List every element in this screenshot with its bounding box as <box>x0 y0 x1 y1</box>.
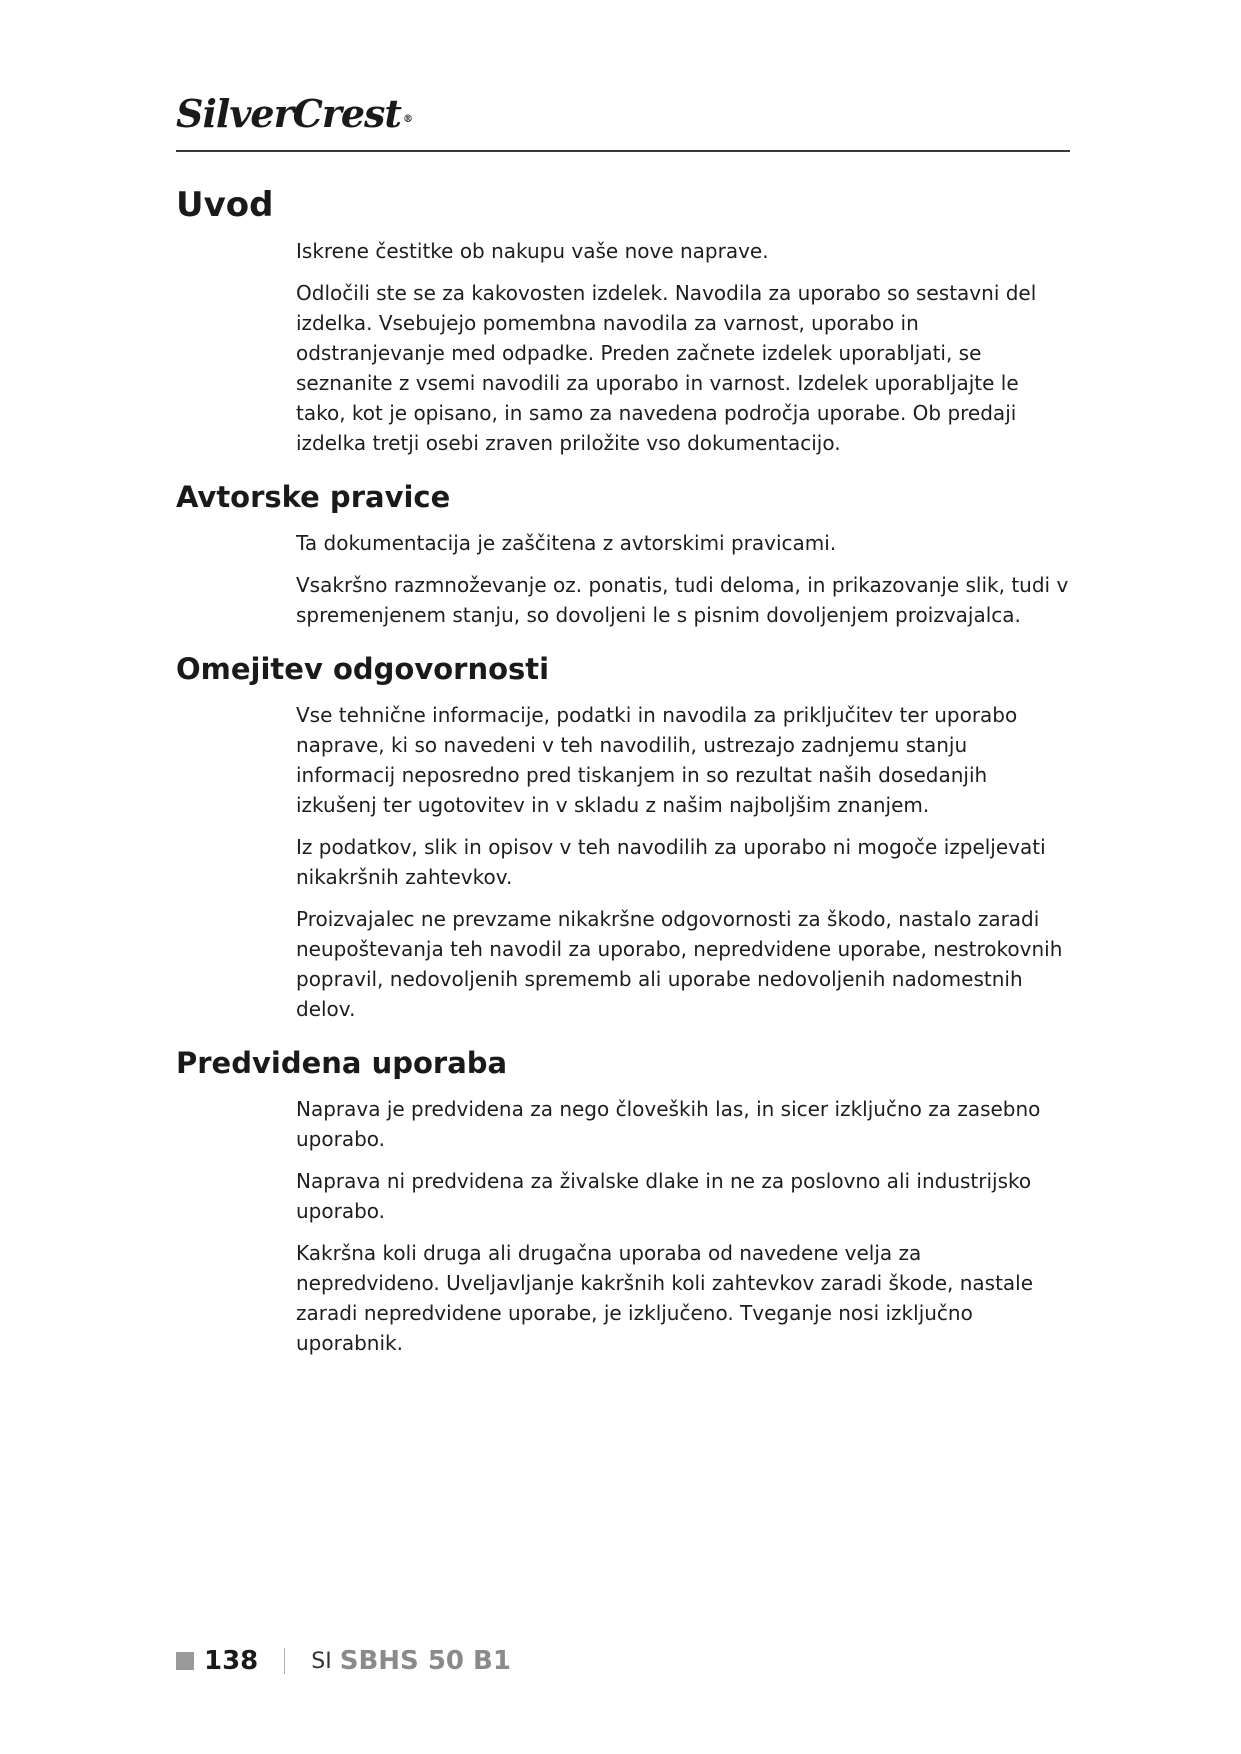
page-content <box>176 182 1070 1378</box>
page-number: 138 <box>204 1646 259 1676</box>
footer-square-icon <box>176 1652 194 1670</box>
paragraph: Naprava ni predvidena za živalske dlake in ne za poslovno ali industrijsko uporabo. <box>296 1169 1032 1223</box>
brand-logo <box>176 92 1070 136</box>
section-heading: Omejitev odgovornosti <box>176 652 550 686</box>
registered-mark: ® <box>402 114 412 125</box>
header-divider <box>176 150 1070 152</box>
paragraph: Vsakršno razmnoževanje oz. ponatis, tudi deloma, in prikazovanje slik, tudi v spremenjenem stanju, so dovoljeni le s pisnim dovoljenjem proizvajalca. <box>296 573 1069 627</box>
section-heading: Predvidena uporaba <box>176 1046 508 1080</box>
section-omejitev-odgovornosti <box>176 650 1070 1024</box>
paragraph: Vse tehnične informacije, podatki in navodila za priključitev ter uporabo naprave, ki so navedeni v teh navodilih, ustrezajo zadnjemu stanju informacij neposredno pred tiskanjem in so rezultat naših dosedanjih izkušenj ter ugotovitev in v skladu z našim najboljšim znanjem. <box>296 703 1018 817</box>
paragraph: Naprava je predvidena za nego človeških las, in sicer izključno za zasebno uporabo. <box>296 1097 1041 1151</box>
paragraph: Ta dokumentacija je zaščitena z avtorskimi pravicami. <box>296 531 837 555</box>
paragraph: Kakršna koli druga ali drugačna uporaba od navedene velja za nepredvideno. Uveljavljanje kakršnih koli zahtevkov zaradi škode, nastale zaradi nepredvidene uporabe, je izključeno. Tveganje nosi izključno uporabnik. <box>296 1241 1034 1355</box>
language-code: SI <box>311 1648 332 1674</box>
section-uvod <box>176 182 1070 458</box>
section-predvidena-uporaba <box>176 1044 1070 1358</box>
section-heading: Uvod <box>176 185 274 225</box>
paragraph: Proizvajalec ne prevzame nikakršne odgovornosti za škodo, nastalo zaradi neupoštevanja teh navodil za uporabo, nepredvidene uporabe, nestrokovnih popravil, nedovoljenih sprememb ali uporabe nedovoljenih nadomestnih delov. <box>296 907 1063 1021</box>
footer-divider <box>284 1648 285 1674</box>
page-footer <box>176 1644 511 1678</box>
page-header <box>176 92 1070 136</box>
paragraph: Iskrene čestitke ob nakupu vaše nove naprave. <box>296 239 769 263</box>
section-heading: Avtorske pravice <box>176 480 451 514</box>
section-avtorske-pravice <box>176 478 1070 630</box>
paragraph: Iz podatkov, slik in opisov v teh navodilih za uporabo ni mogoče izpeljevati nikakršnih zahtevkov. <box>296 835 1046 889</box>
brand-name: SilverCrest <box>176 91 401 136</box>
model-number: SBHS 50 B1 <box>339 1646 511 1676</box>
paragraph: Odločili ste se za kakovosten izdelek. Navodila za uporabo so sestavni del izdelka. Vsebujejo pomembna navodila za varnost, uporabo in odstranjevanje med odpadke. Preden začnete izdelek uporabljati, se seznanite z vsemi navodili za uporabo in varnost. Izdelek uporabljajte le tako, kot je opisano, in samo za navedena področja uporabe. Ob predaji izdelka tretji osebi zraven priložite vso dokumentacijo. <box>296 281 1037 455</box>
